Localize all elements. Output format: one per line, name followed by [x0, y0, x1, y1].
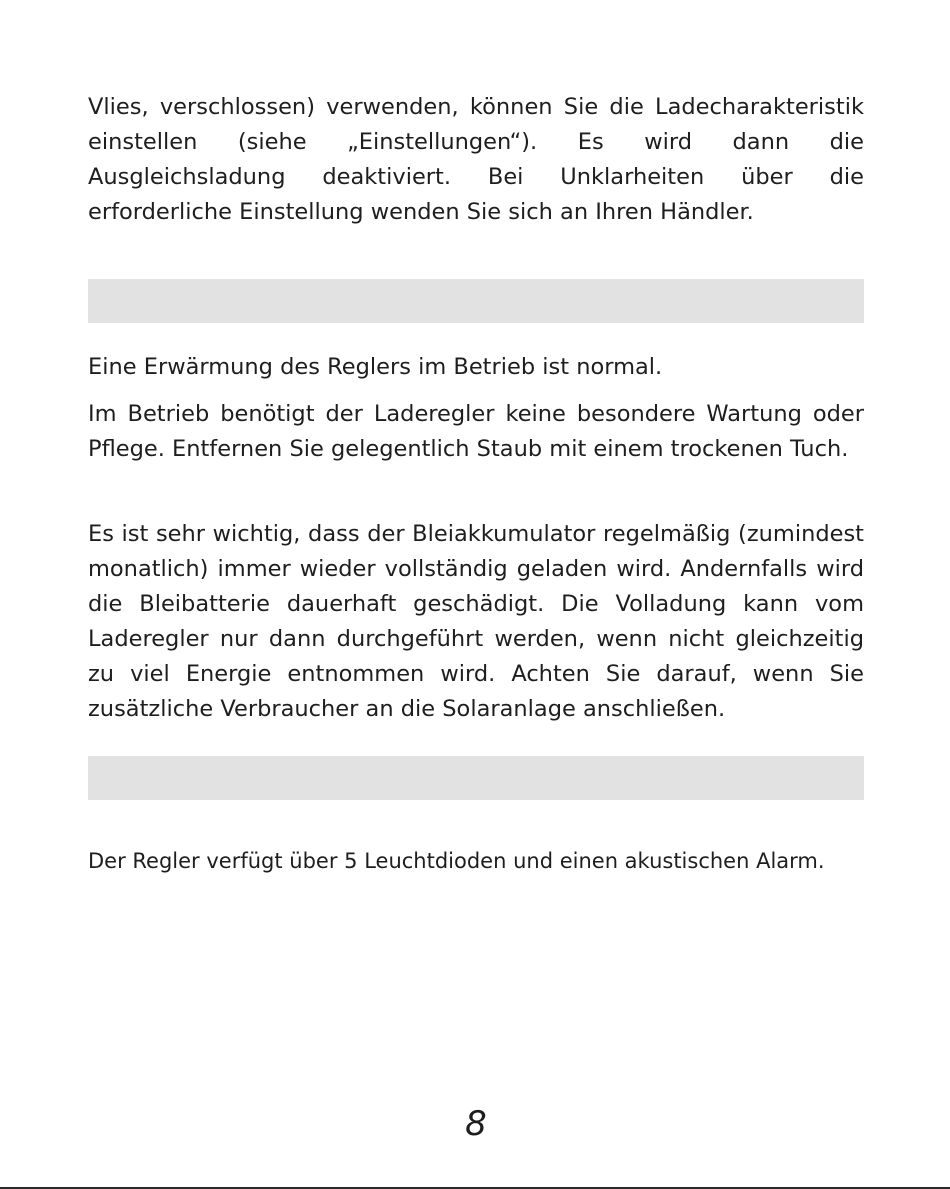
- page-number: 8: [465, 1104, 487, 1144]
- intro-paragraph: Vlies, verschlossen) verwenden, können Sie die Ladecharakteristik einstellen (siehe „Einstellungen“). Es wird dann die Ausgleichsladung deaktiviert. Bei Unklarheiten über die erforderliche Einstellung wenden Sie sich an Ihren Händler.: [88, 94, 864, 225]
- section-1-paragraph-2: Im Betrieb benötigt der Laderegler keine besondere Wartung oder Pflege. Entfernen Sie gelegentlich Staub mit einem trockenen Tuch.: [88, 401, 864, 462]
- section-heading-bar-2: [88, 756, 864, 800]
- section-1-paragraph-1: Eine Erwärmung des Reglers im Betrieb ist normal.: [88, 354, 663, 380]
- section-1-paragraph-3: Es ist sehr wichtig, dass der Bleiakkumulator regelmäßig (zumindest monatlich) immer wieder vollständig geladen wird. Andernfalls wird die Bleibatterie dauerhaft geschädigt. Die Volladung kann vom Laderegler nur dann durchgeführt werden, wenn nicht gleichzeitig zu viel Energie entnommen wird. Achten Sie darauf, wenn Sie zusätzliche Verbraucher an die Solaranlage anschließen.: [88, 521, 864, 722]
- section-heading-bar-1: [88, 279, 864, 323]
- section-2-paragraph-1: Der Regler verfügt über 5 Leuchtdioden und einen akustischen Alarm.: [88, 849, 825, 873]
